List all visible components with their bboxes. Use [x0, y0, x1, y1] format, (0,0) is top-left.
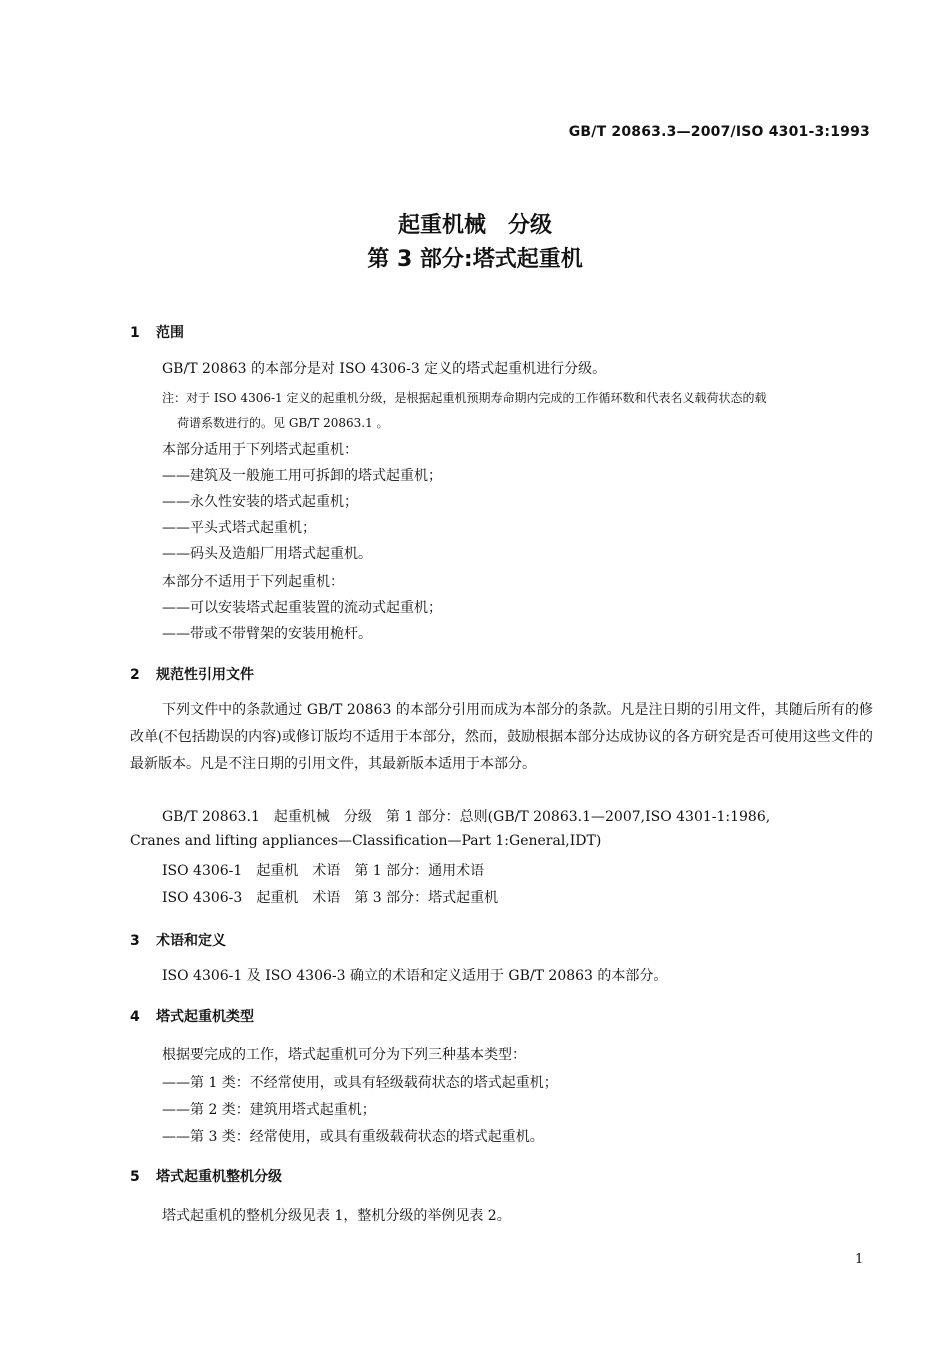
list-item: ——第 2 类：建筑用塔式起重机； [162, 1102, 376, 1118]
list-item: ——可以安装塔式起重装置的流动式起重机； [162, 600, 442, 616]
page-number: 1 [855, 1252, 864, 1267]
note-line: 荷谱系数进行的。见 GB/T 20863.1 。 [177, 416, 389, 430]
standard-code: GB/T 20863.3—2007/ISO 4301-3:1993 [568, 124, 870, 140]
classification-paragraph: 塔式起重机的整机分级见表 1，整机分级的举例见表 2。 [162, 1208, 511, 1224]
section-title: 塔式起重机整机分级 [156, 1169, 282, 1185]
section-title: 术语和定义 [156, 933, 226, 949]
types-intro: 根据要完成的工作，塔式起重机可分为下列三种基本类型： [162, 1047, 526, 1063]
section-number: 3 [130, 933, 140, 949]
section-number: 4 [130, 1009, 140, 1025]
reference-entry: ISO 4306-3 起重机 术语 第 3 部分：塔式起重机 [162, 890, 499, 906]
list-item: ——永久性安装的塔式起重机； [162, 494, 358, 510]
section-title: 规范性引用文件 [156, 667, 254, 683]
document-subtitle: 第 3 部分:塔式起重机 [367, 247, 583, 272]
list-item: ——码头及造船厂用塔式起重机。 [162, 546, 372, 562]
not-applies-intro: 本部分不适用于下列起重机： [162, 574, 344, 590]
section-title: 塔式起重机类型 [156, 1009, 254, 1025]
section-heading-4 [130, 1006, 254, 1026]
list-item: ——平头式塔式起重机； [162, 520, 316, 536]
list-item: ——建筑及一般施工用可拆卸的塔式起重机； [162, 468, 442, 484]
applies-intro: 本部分适用于下列塔式起重机： [162, 442, 358, 458]
scope-intro: GB/T 20863 的本部分是对 ISO 4306-3 定义的塔式起重机进行分级。 [162, 361, 607, 377]
reference-entry-continued: Cranes and lifting appliances—Classification—Part 1:General,IDT) [130, 833, 602, 849]
terms-paragraph: ISO 4306-1 及 ISO 4306-3 确立的术语和定义适用于 GB/T 20863 的本部分。 [162, 968, 668, 984]
reference-entry: ISO 4306-1 起重机 术语 第 1 部分：通用术语 [162, 863, 485, 879]
section-heading-5 [130, 1166, 282, 1186]
section-heading-1 [130, 322, 184, 342]
section-heading-3 [130, 930, 226, 950]
normative-references-paragraph: 下列文件中的条款通过 GB/T 20863 的本部分引用而成为本部分的条款。凡是注日期的引用文件，其随后所有的修改单(不包括勘误的内容)或修订版均不适用于本部分，然而，鼓励根据本部分达成协议的各方研究是否可使用这些文件的最新版本。凡是不注日期的引用文件，其最新版本适用于本部分。 [130, 702, 873, 772]
section-number: 1 [130, 325, 140, 341]
list-item: ——带或不带臂架的安装用桅杆。 [162, 626, 372, 642]
section-number: 5 [130, 1169, 140, 1185]
note-line: 注：对于 ISO 4306-1 定义的起重机分级，是根据起重机预期寿命期内完成的工作循环数和代表名义载荷状态的载 [162, 391, 767, 405]
section-heading-2 [130, 664, 254, 684]
list-item: ——第 1 类：不经常使用，或具有轻级载荷状态的塔式起重机； [162, 1075, 558, 1091]
list-item: ——第 3 类：经常使用，或具有重级载荷状态的塔式起重机。 [162, 1129, 544, 1145]
section-title: 范围 [156, 325, 184, 341]
section-number: 2 [130, 667, 140, 683]
reference-entry: GB/T 20863.1 起重机械 分级 第 1 部分：总则(GB/T 20863.1—2007,ISO 4301-1:1986, [162, 809, 771, 825]
document-title: 起重机械 分级 [397, 213, 552, 238]
